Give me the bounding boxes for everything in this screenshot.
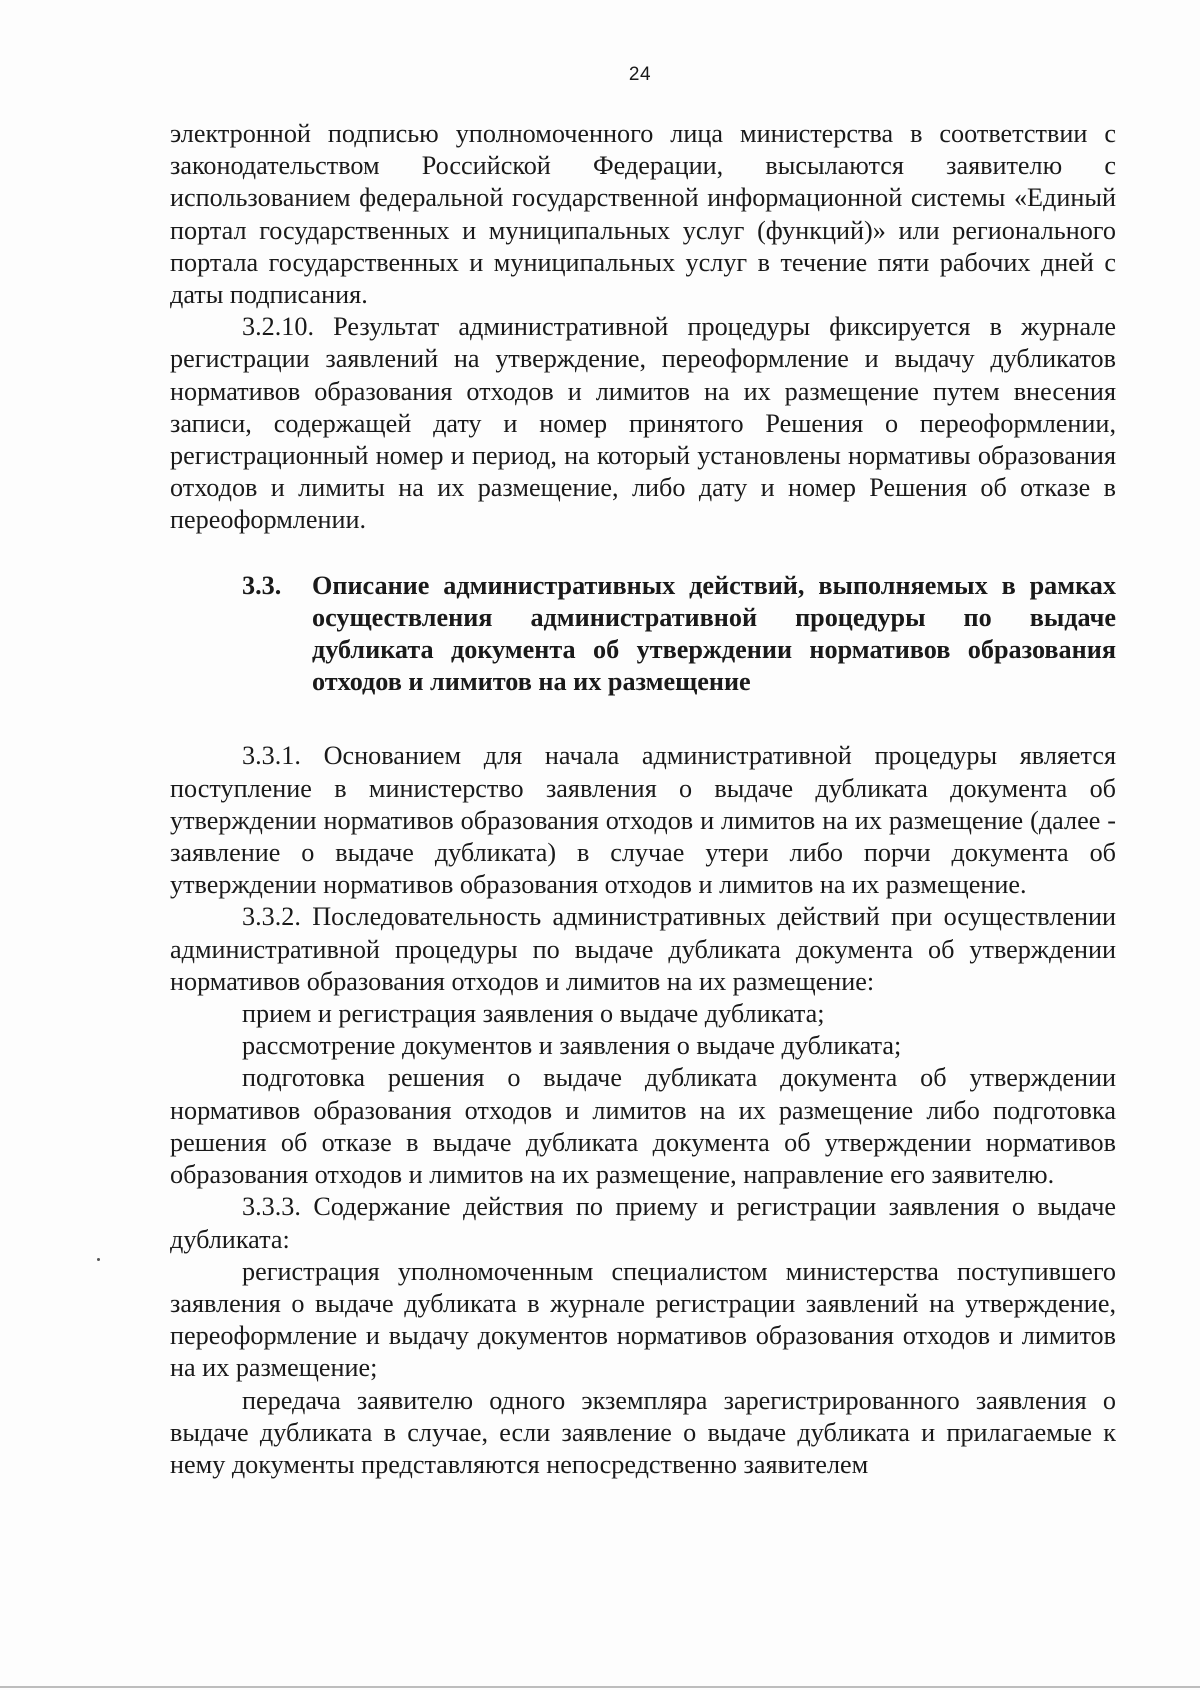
list-item: рассмотрение документов и заявления о выдаче дубликата; bbox=[242, 1031, 902, 1061]
section-heading bbox=[170, 570, 1116, 699]
scan-speck bbox=[97, 1258, 100, 1261]
list-item: прием и регистрация заявления о выдаче дубликата; bbox=[242, 999, 825, 1029]
page-number: 24 bbox=[628, 64, 652, 85]
paragraph: электронной подписью уполномоченного лица министерства в соответствии с законодательством Российской Федерации, высылаются заявителю с использованием федеральной государственной информационной системы «Единый портал государственных и муниципальных услуг (функций)» или регионального портала государственных и муниципальных услуг в течение пяти рабочих дней с даты подписания. bbox=[170, 119, 1116, 310]
section-heading-text: Описание административных действий, выполняемых в рамках осуществления административной процедуры по выдаче дубликата документа об утверждении нормативов образования отходов и лимитов на их размещение bbox=[312, 570, 1116, 697]
paragraph: 3.3.1. Основанием для начала административной процедуры является поступление в министерство заявления о выдаче дубликата документа об утверждении нормативов образования отходов и лимитов на их размещение (далее - заявление о выдаче дубликата) в случае утери либо порчи документа об утверждении нормативов образования отходов и лимитов на их размещение. bbox=[170, 741, 1116, 900]
page-body bbox=[170, 118, 1116, 1481]
list-item: регистрация уполномоченным специалистом министерства поступившего заявления о выдаче дубликата в журнале регистрации заявлений на утверждение, переоформление и выдачу документов нормативов образования отходов и лимитов на их размещение; bbox=[170, 1256, 1116, 1383]
list-item: передача заявителю одного экземпляра зарегистрированного заявления о выдаче дубликата в случае, если заявление о выдаче дубликата и прилагаемые к нему документы представляются непосредственно заявителем bbox=[170, 1385, 1116, 1479]
paragraph: 3.3.2. Последовательность административных действий при осуществлении административной процедуры по выдаче дубликата документа об утверждении нормативов образования отходов и лимитов на их размещение: bbox=[170, 902, 1116, 996]
list-item: подготовка решения о выдаче дубликата документа об утверждении нормативов образования отходов и лимитов на их размещение либо подготовка решения об отказе в выдаче дубликата документа об утверждении нормативов образования отходов и лимитов на их размещение, направление его заявителю. bbox=[170, 1063, 1116, 1190]
paragraph: 3.3.3. Содержание действия по приему и регистрации заявления о выдаче дубликата: bbox=[170, 1192, 1116, 1254]
section-heading-number: 3.3. bbox=[242, 570, 282, 600]
scan-edge-line bbox=[0, 1686, 1200, 1688]
paragraph: 3.2.10. Результат административной процедуры фиксируется в журнале регистрации заявлений на утверждение, переоформление и выдачу дубликатов нормативов образования отходов и лимитов на их размещение путем внесения записи, содержащей дату и номер принятого Решения о переоформлении, регистрационный номер и период, на который установлены нормативы образования отходов и лимиты на их размещение, либо дату и номер Решения об отказе в переоформлении. bbox=[170, 312, 1116, 535]
